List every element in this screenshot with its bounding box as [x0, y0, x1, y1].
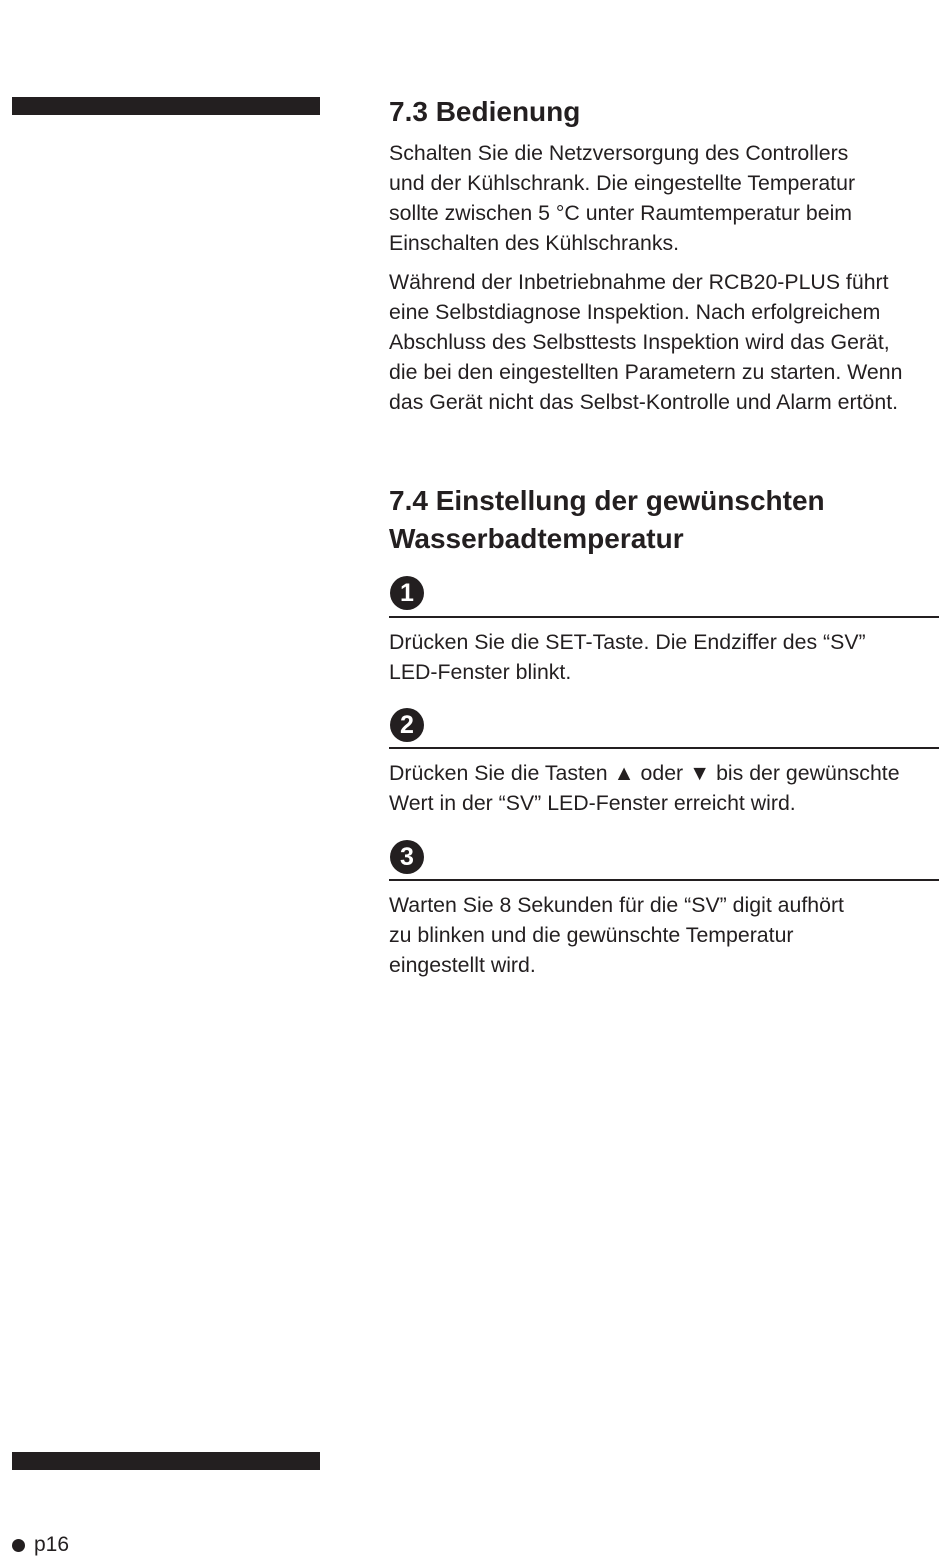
step-2-number-badge: 2	[390, 708, 424, 742]
step-3-number-badge: 3	[390, 840, 424, 874]
section-7-4-heading: 7.4 Einstellung der gewünschten Wasserbadtemperatur	[389, 485, 825, 554]
step-3-text: Warten Sie 8 Sekunden für die “SV” digit aufhört zu blinken und die gewünschte Temperatur eingestellt wird.	[389, 893, 844, 977]
step-1-divider	[389, 616, 939, 618]
page-footer	[12, 1532, 69, 1558]
step-1-number-badge: 1	[390, 576, 424, 610]
step-2-divider	[389, 747, 939, 749]
section-7-3-paragraph-2: Während der Inbetriebnahme der RCB20-PLUS führt eine Selbstdiagnose Inspektion. Nach erfolgreichem Abschluss des Selbsttests Inspektion wird das Gerät, die bei den eingestellten Parametern zu starten. Wenn das Gerät nicht das Selbst-Kontrolle und Alarm ertönt.	[389, 270, 903, 414]
page-number: p16	[34, 1533, 70, 1556]
step-1-text: Drücken Sie die SET-Taste. Die Endziffer des “SV” LED-Fenster blinkt.	[389, 630, 866, 684]
top-decorative-bar	[12, 97, 320, 115]
section-7-3-heading: 7.3 Bedienung	[389, 96, 581, 127]
step-2-text: Drücken Sie die Tasten ▲ oder ▼ bis der gewünschte Wert in der “SV” LED-Fenster erreicht wird.	[389, 761, 900, 815]
bottom-decorative-bar	[12, 1452, 320, 1470]
section-7-3-paragraph-1: Schalten Sie die Netzversorgung des Controllers und der Kühlschrank. Die eingestellte Temperatur sollte zwischen 5 °C unter Raumtemperatur beim Einschalten des Kühlschranks.	[389, 141, 856, 255]
bullet-icon	[12, 1539, 25, 1552]
step-3-divider	[389, 879, 939, 881]
